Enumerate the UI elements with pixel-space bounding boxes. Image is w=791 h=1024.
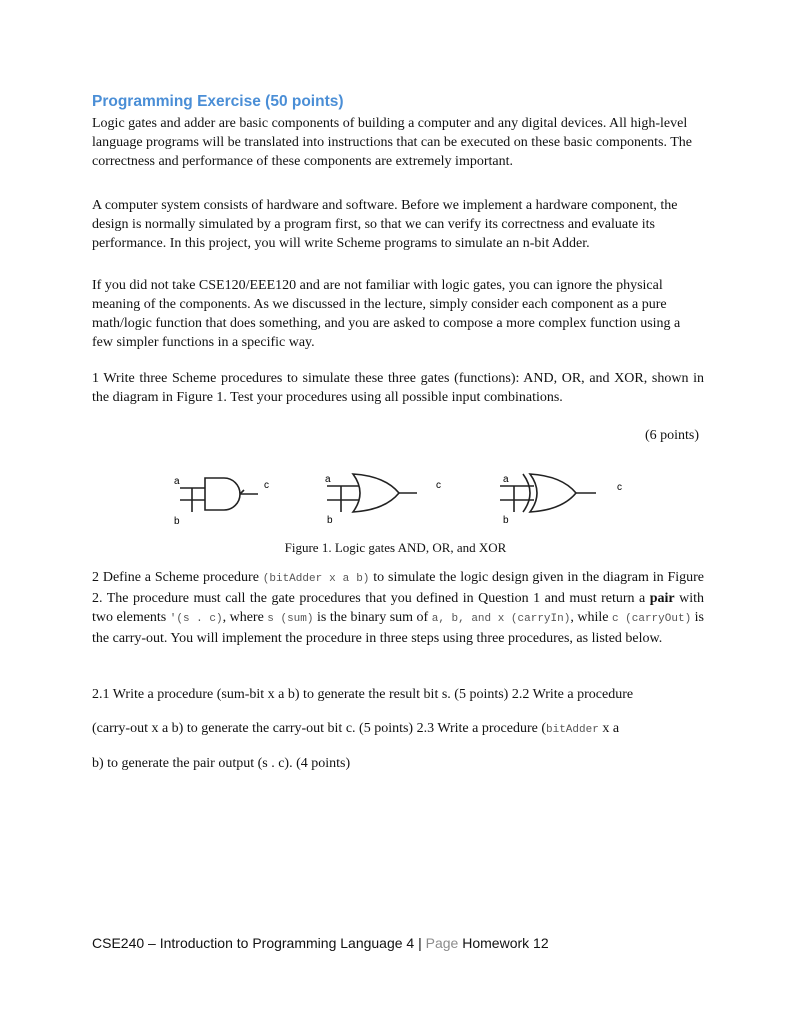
xor-gate-label-b: b xyxy=(503,515,509,526)
q21-line-2 xyxy=(92,712,704,747)
q21-code-bitadder: bitAdder xyxy=(546,724,599,736)
q2-bold-pair: pair xyxy=(649,591,675,606)
q21-line-2a: (carry-out x a b) to generate the carry-out bit c. (5 points) 2.3 Write a procedure ( xyxy=(92,721,546,736)
page-footer xyxy=(92,935,549,951)
and-gate-label-a: a xyxy=(174,476,180,487)
and-gate xyxy=(180,478,258,512)
or-gate xyxy=(327,474,417,512)
logic-gates-figure xyxy=(160,466,640,536)
or-gate-label-b: b xyxy=(327,515,333,526)
q21-line-1: 2.1 Write a procedure (sum-bit x a b) to generate the result bit s. (5 points) 2.2 Write a procedure xyxy=(92,687,634,702)
question-2-subparts xyxy=(92,678,704,781)
page-title: Programming Exercise (50 points) xyxy=(92,93,344,110)
question-2 xyxy=(92,568,704,648)
q2-text-7: is the carry-out. You will implement the procedure in three steps using three procedures, as listed below. xyxy=(92,610,705,646)
q2-text-6: , while xyxy=(570,610,609,625)
q2-code-carryout: c (carryOut) xyxy=(611,613,692,625)
question-1-points: (6 points) xyxy=(644,428,699,443)
q2-text-4: , where xyxy=(222,610,264,625)
footer-separator: | xyxy=(418,935,422,951)
q2-text-2: to simulate the logic design given in the diagram in Figure 2. The procedure must call the gate procedures that you defined in Question 1 and must return a xyxy=(92,570,705,606)
q2-code-sum: s (sum) xyxy=(267,613,314,625)
intro-paragraph-3: If you did not take CSE120/EEE120 and are not familiar with logic gates, you can ignore the physical meaning of the components. As we discussed in the lecture, simply consider each component as a pure math/logic function that does something, and you are asked to compose a more complex function using a few simpler functions in a specific way. xyxy=(92,278,681,350)
xor-gate xyxy=(500,474,596,512)
footer-page-word: Page xyxy=(425,935,459,951)
q2-code-pair: '(s . c) xyxy=(169,613,223,625)
q2-code-bitadder: (bitAdder x a b) xyxy=(262,573,370,585)
footer-course: CSE240 – Introduction to Programming Language 4 xyxy=(92,935,415,951)
question-1-text: 1 Write three Scheme procedures to simulate these three gates (functions): AND, OR, and XOR, shown in the diagram in Figure 1. Test your procedures using all possible input combinations. xyxy=(92,371,704,405)
and-gate-label-b: b xyxy=(174,516,180,527)
footer-homework: Homework 12 xyxy=(462,935,549,951)
q21-line-3: b) to generate the pair output (s . c). (4 points) xyxy=(92,756,351,771)
q2-code-inputs: a, b, and x (carryIn) xyxy=(431,613,571,625)
q21-line-2b: x a xyxy=(598,721,620,736)
or-gate-label-c: c xyxy=(436,480,441,491)
intro-paragraph-1: Logic gates and adder are basic components of building a computer and any digital devices. All high-level language programs will be translated into instructions that can be executed on these basic components. The correctness and performance of these components are extremely important. xyxy=(92,116,693,169)
q2-text-1: 2 Define a Scheme procedure xyxy=(92,570,259,585)
xor-gate-label-c: c xyxy=(617,482,622,493)
question-1 xyxy=(92,369,704,407)
intro-paragraph-2: A computer system consists of hardware and software. Before we implement a hardware component, the design is normally simulated by a program first, so that we can verify its correctness and evaluate its performance. In this project, you will write Scheme programs to simulate an n-bit Adder. xyxy=(92,198,678,251)
and-gate-label-c: c xyxy=(264,480,269,491)
q2-text-5: is the binary sum of xyxy=(317,610,429,625)
xor-gate-label-a: a xyxy=(503,474,509,485)
or-gate-label-a: a xyxy=(325,474,331,485)
q2-text-3: with two elements xyxy=(92,591,704,625)
figure-caption: Figure 1. Logic gates AND, OR, and XOR xyxy=(284,540,507,555)
